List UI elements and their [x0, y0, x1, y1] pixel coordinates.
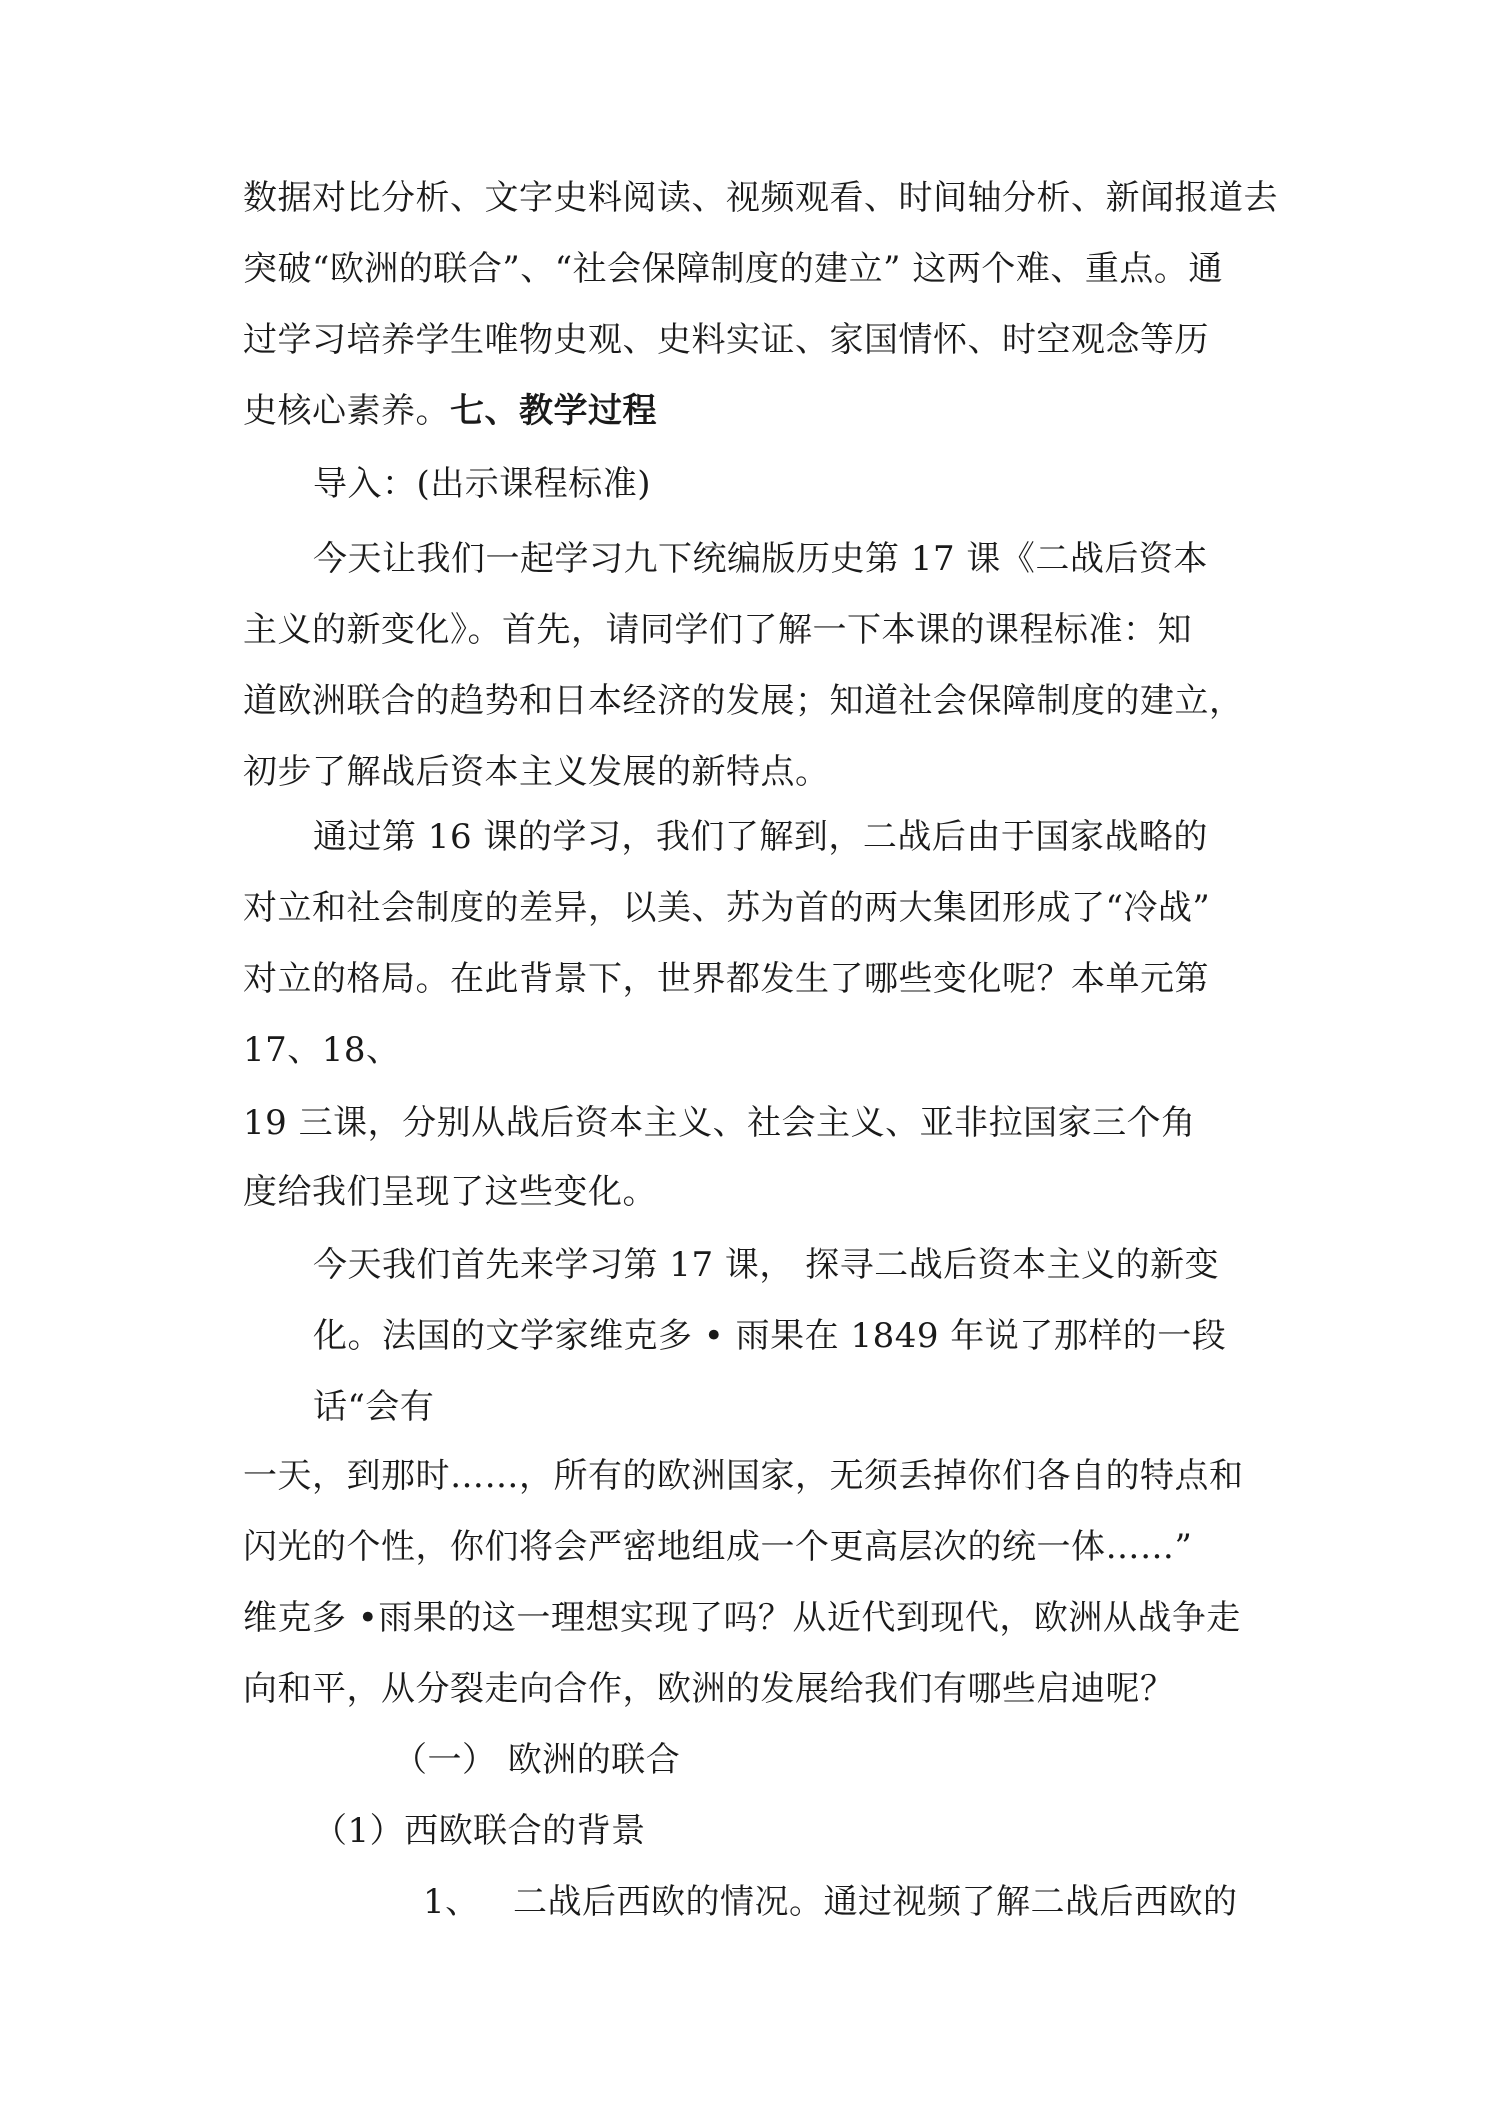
paragraph-line: 道欧洲联合的趋势和日本经济的发展；知道社会保障制度的建立， [243, 681, 1244, 721]
intro-label: 导入：(出示课程标准) [313, 464, 652, 504]
paragraph-line: 对立的格局。在此背景下，世界都发生了哪些变化呢？本单元第 [243, 959, 1209, 999]
paragraph-line: 突破“欧洲的联合”、“社会保障制度的建立” 这两个难、重点。通 [243, 249, 1223, 289]
paragraph-line: 数据对比分析、文字史料阅读、视频观看、时间轴分析、新闻报道去 [243, 178, 1278, 218]
paragraph-line: 向和平，从分裂走向合作，欧洲的发展给我们有哪些启迪呢？ [243, 1669, 1175, 1709]
section-heading: （一） 欧洲的联合 [393, 1740, 681, 1780]
paragraph-line: 初步了解战后资本主义发展的新特点。 [243, 752, 830, 792]
paragraph-line: 化。法国的文学家维克多 • 雨果在 1849 年说了那样的一段 [313, 1316, 1227, 1356]
section-heading: 七、教学过程 [450, 391, 657, 431]
subsection-heading: （1）西欧联合的背景 [313, 1811, 646, 1851]
paragraph-line: 闪光的个性，你们将会严密地组成一个更高层次的统一体……” [243, 1527, 1193, 1567]
paragraph-line [243, 389, 657, 433]
paragraph-line: 今天我们首先来学习第 17 课， 探寻二战后资本主义的新变 [313, 1245, 1220, 1285]
paragraph-line: 19 三课，分别从战后资本主义、社会主义、亚非拉国家三个角 [243, 1103, 1196, 1143]
paragraph-line: 话“会有 [313, 1387, 435, 1427]
paragraph-line: 主义的新变化》。首先，请同学们了解一下本课的课程标准：知 [243, 610, 1192, 650]
paragraph-line: 过学习培养学生唯物史观、史料实证、家国情怀、时空观念等历 [243, 320, 1209, 360]
paragraph-line: 对立和社会制度的差异，以美、苏为首的两大集团形成了“冷战” [243, 888, 1211, 928]
list-item-number: 1、 [423, 1882, 480, 1922]
paragraph-line: 一天，到那时……，所有的欧洲国家，无须丢掉你们各自的特点和 [243, 1456, 1244, 1496]
paragraph-line: 度给我们呈现了这些变化。 [243, 1172, 657, 1212]
paragraph-line: 今天让我们一起学习九下统编版历史第 17 课《二战后资本 [313, 539, 1208, 579]
list-item-text: 二战后西欧的情况。通过视频了解二战后西欧的 [513, 1882, 1238, 1922]
paragraph-text: 史核心素养。 [243, 391, 450, 431]
paragraph-line: 17、18、 [243, 1030, 401, 1070]
paragraph-line: 通过第 16 课的学习，我们了解到，二战后由于国家战略的 [313, 817, 1208, 857]
paragraph-line: 维克多 •雨果的这一理想实现了吗？从近代到现代，欧洲从战争走 [243, 1598, 1241, 1638]
